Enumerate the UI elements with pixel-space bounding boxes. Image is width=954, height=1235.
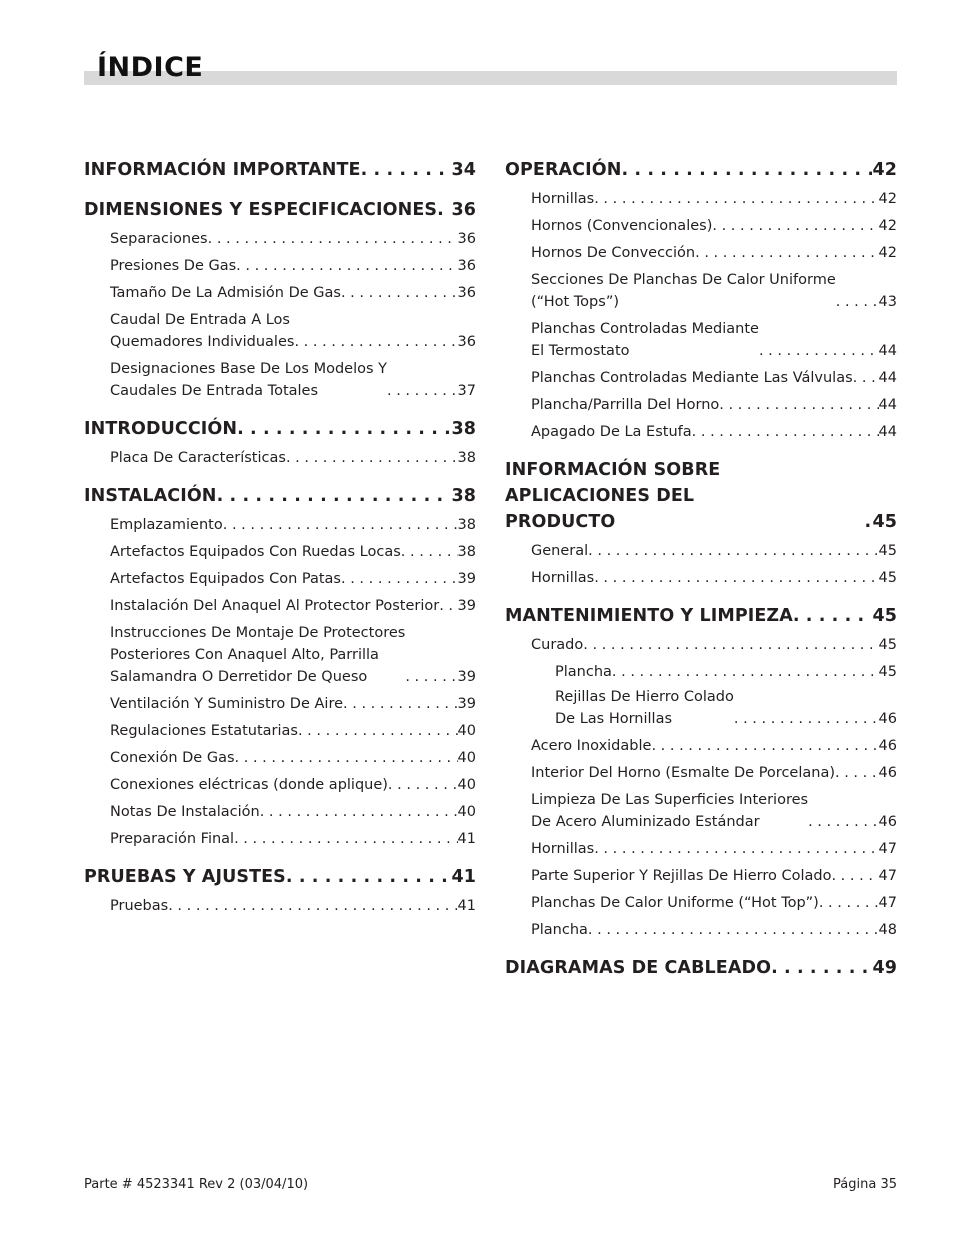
toc-entry-label: INTRODUCCIÓN <box>84 419 238 439</box>
toc-entry-label: Regulaciones Estatutarias <box>110 723 298 739</box>
toc-entry-label: Planchas Controladas Mediante El Termostato <box>531 321 759 359</box>
footer-page-number: Página 35 <box>833 1177 897 1192</box>
dot-leader <box>217 483 452 509</box>
toc-entry-page: 38 <box>457 517 476 533</box>
toc-entry-label: Artefactos Equipados Con Patas <box>110 571 341 587</box>
toc-entry-page: 48 <box>878 922 897 938</box>
dot-leader <box>588 919 879 941</box>
toc-entry-label: Pruebas <box>110 898 169 914</box>
toc-entry-sub <box>110 595 476 617</box>
toc-entry-section <box>505 157 897 183</box>
dot-leader <box>401 541 458 563</box>
toc-entry-page: 34 <box>451 160 476 180</box>
toc-entry-page: 45 <box>872 512 897 532</box>
toc-entry-label: Hornos De Convección <box>531 245 696 261</box>
toc-entry-sub <box>110 895 476 917</box>
toc-entry-sub <box>110 747 476 769</box>
toc-entry-sub <box>110 693 476 715</box>
toc-entry-sub <box>110 514 476 536</box>
toc-entry-page: 41 <box>457 898 476 914</box>
toc-entry-page: 43 <box>878 294 897 310</box>
toc-entry-sub <box>531 735 897 757</box>
toc-entry-sub <box>531 394 897 416</box>
toc-entry-label: Interior Del Horno (Esmalte De Porcelana) <box>531 765 835 781</box>
dot-leader <box>341 282 458 304</box>
dot-leader <box>719 394 878 416</box>
toc-entry-sub <box>531 838 897 860</box>
toc-entry-label: Caudal De Entrada A Los Quemadores Individuales <box>110 312 295 350</box>
toc-entry-sub <box>110 255 476 277</box>
toc-entry-page: 36 <box>457 334 476 350</box>
toc-entry-page: 42 <box>872 160 897 180</box>
dot-leader <box>588 540 878 562</box>
dot-leader <box>387 380 458 402</box>
toc-entry-page: 46 <box>878 738 897 754</box>
toc-entry-label: Ventilación Y Suministro De Aire <box>110 696 344 712</box>
dot-leader <box>260 801 458 823</box>
toc-entry-page: 41 <box>457 831 476 847</box>
toc-entry-page: 39 <box>457 598 476 614</box>
dot-leader <box>695 242 878 264</box>
toc-entry-section <box>505 457 897 535</box>
dot-leader <box>793 603 873 629</box>
toc-entry-page: 39 <box>457 696 476 712</box>
toc-entry-label: MANTENIMIENTO Y LIMPIEZA <box>505 606 793 626</box>
toc-entry-page: 44 <box>878 424 897 440</box>
toc-entry-sub <box>531 789 897 833</box>
toc-entry-page: 47 <box>878 841 897 857</box>
dot-leader <box>298 720 458 742</box>
toc-entry-page: 38 <box>457 544 476 560</box>
dot-leader <box>286 447 458 469</box>
toc-entry-page: 39 <box>457 669 476 685</box>
toc-entry-section <box>84 483 476 509</box>
toc-entry-sub <box>531 919 897 941</box>
dot-leader <box>208 228 458 250</box>
toc-entry-page: 44 <box>878 397 897 413</box>
dot-leader <box>294 331 457 353</box>
dot-leader <box>594 188 878 210</box>
toc-entry-label: Plancha <box>531 922 588 938</box>
toc-entry-sub <box>110 568 476 590</box>
toc-entry-page: 38 <box>451 486 476 506</box>
toc-entry-sub <box>531 215 897 237</box>
toc-entry-label: Planchas Controladas Mediante Las Válvulas <box>531 370 853 386</box>
toc-entry-page: 36 <box>457 258 476 274</box>
toc-entry-section <box>84 157 476 183</box>
toc-entry-page: 46 <box>878 814 897 830</box>
toc-entry-label: Limpieza De Las Superficies Interiores De Acero Aluminizado Estándar <box>531 792 809 830</box>
dot-leader <box>836 291 879 313</box>
toc-entry-label: Parte Superior Y Rejillas De Hierro Colado <box>531 868 832 884</box>
dot-leader <box>439 595 457 617</box>
toc-entry-label: Instalación Del Anaquel Al Protector Posterior <box>110 598 440 614</box>
title-bar <box>84 71 897 85</box>
toc-entry-section <box>84 416 476 442</box>
toc-entry-page: 40 <box>457 723 476 739</box>
toc-entry-label: INSTALACIÓN <box>84 486 217 506</box>
toc-entry-section <box>505 955 897 981</box>
dot-leader <box>864 509 872 535</box>
dot-leader <box>594 567 878 589</box>
toc-entry-label: Emplazamiento <box>110 517 223 533</box>
toc-entry-page: 36 <box>451 200 476 220</box>
toc-entry-subsub <box>555 661 897 683</box>
toc-entry-label: Artefactos Equipados Con Ruedas Locas <box>110 544 401 560</box>
toc-entry-label: General <box>531 543 589 559</box>
dot-leader <box>236 255 457 277</box>
dot-leader <box>405 666 457 688</box>
dot-leader <box>651 735 878 757</box>
toc-right-column <box>505 155 897 985</box>
toc-entry-sub <box>110 309 476 353</box>
toc-entry-sub <box>110 774 476 796</box>
toc-entry-sub <box>531 567 897 589</box>
toc-entry-sub <box>110 358 476 402</box>
toc-entry-page: 36 <box>457 231 476 247</box>
toc-entry-label: Separaciones <box>110 231 208 247</box>
dot-leader <box>388 774 458 796</box>
toc-entry-label: Plancha <box>555 664 612 680</box>
toc-entry-sub <box>110 447 476 469</box>
page-title: ÍNDICE <box>97 52 204 83</box>
toc-entry-section <box>505 603 897 629</box>
toc-entry-label: Hornillas <box>531 841 595 857</box>
dot-leader <box>759 340 879 362</box>
toc-entry-sub <box>110 282 476 304</box>
toc-left-column <box>84 155 476 922</box>
dot-leader <box>583 634 878 656</box>
toc-entry-label: Instrucciones De Montaje De Protectores Posteriores Con Anaquel Alto, Parrilla Salamandra O Derretidor De Queso <box>110 625 406 685</box>
toc-entry-sub <box>110 541 476 563</box>
toc-entry-section <box>84 864 476 890</box>
dot-leader <box>853 367 879 389</box>
dot-leader <box>712 215 878 237</box>
toc-entry-label: Plancha/Parrilla Del Horno <box>531 397 720 413</box>
toc-entry-label: Placa De Características <box>110 450 286 466</box>
toc-entry-sub <box>110 720 476 742</box>
toc-entry-page: 42 <box>878 245 897 261</box>
toc-entry-label: Presiones De Gas <box>110 258 237 274</box>
dot-leader <box>286 864 452 890</box>
toc-entry-label: DIAGRAMAS DE CABLEADO <box>505 958 772 978</box>
toc-entry-label: Designaciones Base De Los Modelos Y Caudales De Entrada Totales <box>110 361 387 399</box>
toc-entry-sub <box>531 540 897 562</box>
toc-entry-label: PRUEBAS Y AJUSTES <box>84 867 286 887</box>
toc-entry-label: Hornillas <box>531 191 595 207</box>
toc-entry-page: 38 <box>451 419 476 439</box>
dot-leader <box>771 955 872 981</box>
dot-leader <box>808 811 878 833</box>
toc-entry-page: 47 <box>878 868 897 884</box>
toc-entry-label: Planchas De Calor Uniforme (“Hot Top”) <box>531 895 819 911</box>
toc-entry-label: Conexión De Gas <box>110 750 235 766</box>
toc-entry-sub <box>110 828 476 850</box>
toc-entry-page: 41 <box>451 867 476 887</box>
dot-leader <box>835 762 879 784</box>
toc-entry-sub <box>531 242 897 264</box>
toc-entry-page: 42 <box>878 191 897 207</box>
toc-entry-page: 45 <box>878 543 897 559</box>
toc-entry-page: 45 <box>878 664 897 680</box>
toc-entry-page: 39 <box>457 571 476 587</box>
toc-entry-page: 45 <box>872 606 897 626</box>
toc-entry-subsub <box>555 686 897 730</box>
dot-leader <box>437 197 451 223</box>
toc-entry-label: Rejillas De Hierro Colado De Las Hornillas <box>555 689 734 727</box>
toc-entry-sub <box>531 892 897 914</box>
dot-leader <box>692 421 879 443</box>
toc-entry-page: 44 <box>878 370 897 386</box>
dot-leader <box>361 157 452 183</box>
toc-entry-page: 46 <box>878 765 897 781</box>
toc-entry-label: Conexiones eléctricas (donde aplique) <box>110 777 388 793</box>
toc-entry-page: 40 <box>457 804 476 820</box>
dot-leader <box>168 895 457 917</box>
toc-entry-sub <box>531 188 897 210</box>
dot-leader <box>235 747 458 769</box>
toc-entry-label: Acero Inoxidable <box>531 738 652 754</box>
toc-entry-page: 42 <box>878 218 897 234</box>
toc-entry-page: 45 <box>878 637 897 653</box>
dot-leader <box>237 416 451 442</box>
toc-entry-label: Hornos (Convencionales) <box>531 218 713 234</box>
dot-leader <box>819 892 879 914</box>
toc-entry-label: DIMENSIONES Y ESPECIFICACIONES <box>84 200 438 220</box>
toc-entry-page: 38 <box>457 450 476 466</box>
dot-leader <box>343 693 458 715</box>
dot-leader <box>831 865 878 887</box>
toc-entry-sub <box>110 228 476 250</box>
toc-entry-label: Apagado De La Estufa <box>531 424 692 440</box>
toc-entry-page: 44 <box>878 343 897 359</box>
toc-entry-sub <box>531 762 897 784</box>
toc-entry-sub <box>531 421 897 443</box>
toc-entry-label: Tamaño De La Admisión De Gas <box>110 285 341 301</box>
toc-entry-page: 37 <box>457 383 476 399</box>
dot-leader <box>734 708 879 730</box>
toc-entry-label: Hornillas <box>531 570 595 586</box>
toc-entry-section <box>84 197 476 223</box>
dot-leader <box>621 157 872 183</box>
dot-leader <box>594 838 878 860</box>
toc-entry-page: 36 <box>457 285 476 301</box>
toc-entry-page: 40 <box>457 750 476 766</box>
toc-entry-sub <box>531 634 897 656</box>
toc-entry-label: Preparación Final <box>110 831 235 847</box>
toc-entry-page: 49 <box>872 958 897 978</box>
toc-entry-sub <box>531 318 897 362</box>
toc-entry-sub <box>531 865 897 887</box>
dot-leader <box>612 661 879 683</box>
toc-entry-page: 45 <box>878 570 897 586</box>
dot-leader <box>341 568 458 590</box>
toc-entry-page: 46 <box>878 711 897 727</box>
footer-part-number: Parte # 4523341 Rev 2 (03/04/10) <box>84 1177 309 1192</box>
toc-entry-label: OPERACIÓN <box>505 160 622 180</box>
toc-entry-label: Secciones De Planchas De Calor Uniforme (“Hot Tops”) <box>531 272 836 310</box>
toc-entry-page: 40 <box>457 777 476 793</box>
toc-entry-sub <box>531 367 897 389</box>
toc-entry-label: INFORMACIÓN IMPORTANTE <box>84 160 361 180</box>
toc-entry-sub <box>110 622 476 688</box>
toc-entry-page: 47 <box>878 895 897 911</box>
toc-entry-label: Notas De Instalación <box>110 804 260 820</box>
toc-entry-sub <box>531 269 897 313</box>
dot-leader <box>234 828 457 850</box>
toc-entry-label: Curado <box>531 637 584 653</box>
toc-entry-sub <box>110 801 476 823</box>
toc-entry-label: INFORMACIÓN SOBRE APLICACIONES DEL PRODUCTO <box>505 460 721 532</box>
dot-leader <box>223 514 458 536</box>
